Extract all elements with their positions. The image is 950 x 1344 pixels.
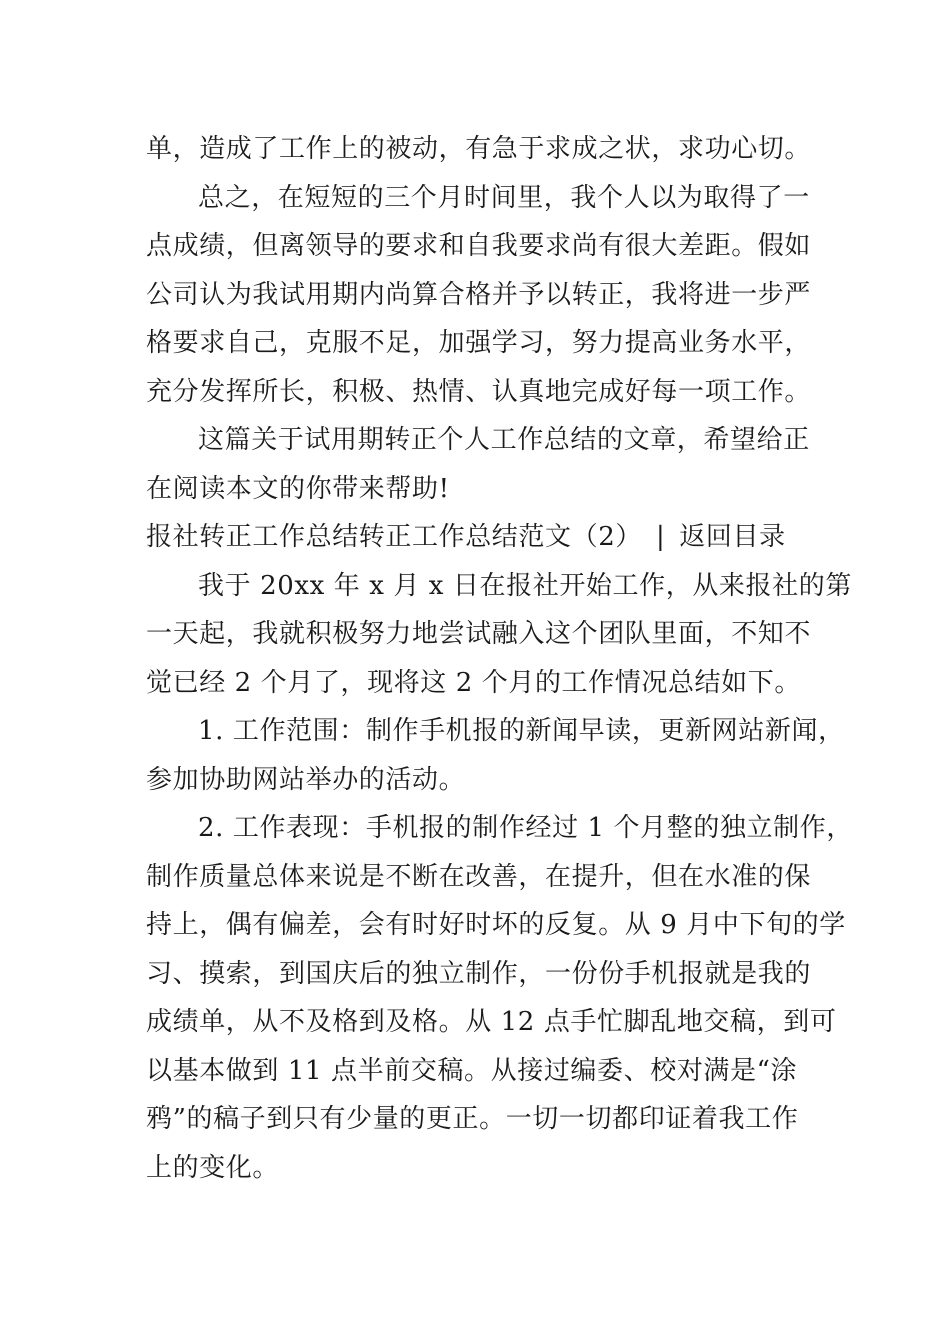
heading-separator: | — [655, 522, 666, 552]
paragraph-line: 成绩单，从不及格到及格。从 12 点手忙脚乱地交稿，到可 — [146, 1007, 837, 1037]
paragraph-line: 2. 工作表现：手机报的制作经过 1 个月整的独立制作， — [198, 813, 853, 843]
document-body — [146, 125, 853, 1192]
paragraph-line: 鸦”的稿子到只有少量的更正。一切一切都印证着我工作 — [146, 1104, 799, 1134]
paragraph-line: 总之，在短短的三个月时间里，我个人以为取得了一 — [198, 182, 810, 213]
paragraph-line: 格要求自己，克服不足，加强学习，努力提高业务水平， — [146, 328, 812, 358]
paragraph-line: 一天起，我就积极努力地尝试融入这个团队里面，不知不 — [146, 619, 812, 649]
paragraph-line: 持上，偶有偏差，会有时好时坏的反复。从 9 月中下旬的学 — [146, 910, 846, 940]
paragraph-line: 参加协助网站举办的活动。 — [146, 764, 466, 795]
back-to-contents-link[interactable]: 返回目录 — [679, 522, 786, 552]
paragraph-line: 觉已经 2 个月了，现将这 2 个月的工作情况总结如下。 — [146, 667, 801, 698]
paragraph-line: 以基本做到 11 点半前交稿。从接过编委、校对满是“涂 — [146, 1055, 798, 1086]
paragraph-line: 我于 20xx 年 x 月 x 日在报社开始工作，从来报社的第 — [198, 570, 852, 601]
paragraph-line: 这篇关于试用期转正个人工作总结的文章，希望给正 — [198, 425, 810, 455]
paragraph-line: 上的变化。 — [146, 1152, 280, 1183]
paragraph-line: 制作质量总体来说是不断在改善，在提升，但在水准的保 — [146, 861, 812, 892]
paragraph-line: 点成绩，但离领导的要求和自我要求尚有很大差距。假如 — [146, 231, 812, 261]
paragraph-line: 习、摸索，到国庆后的独立制作，一份份手机报就是我的 — [146, 958, 812, 989]
section-title: 报社转正工作总结转正工作总结范文（2） — [146, 522, 642, 552]
section-heading — [146, 513, 826, 562]
paragraph-line: 单，造成了工作上的被动，有急于求成之状，求功心切。 — [146, 134, 812, 164]
paragraph-line: 在阅读本文的你带来帮助! — [146, 473, 450, 504]
paragraph-line: 充分发挥所长，积极、热情、认真地完成好每一项工作。 — [146, 376, 812, 407]
paragraph-line: 1. 工作范围：制作手机报的新闻早读，更新网站新闻， — [198, 716, 845, 746]
paragraph-line: 公司认为我试用期内尚算合格并予以转正，我将进一步严 — [146, 279, 812, 310]
